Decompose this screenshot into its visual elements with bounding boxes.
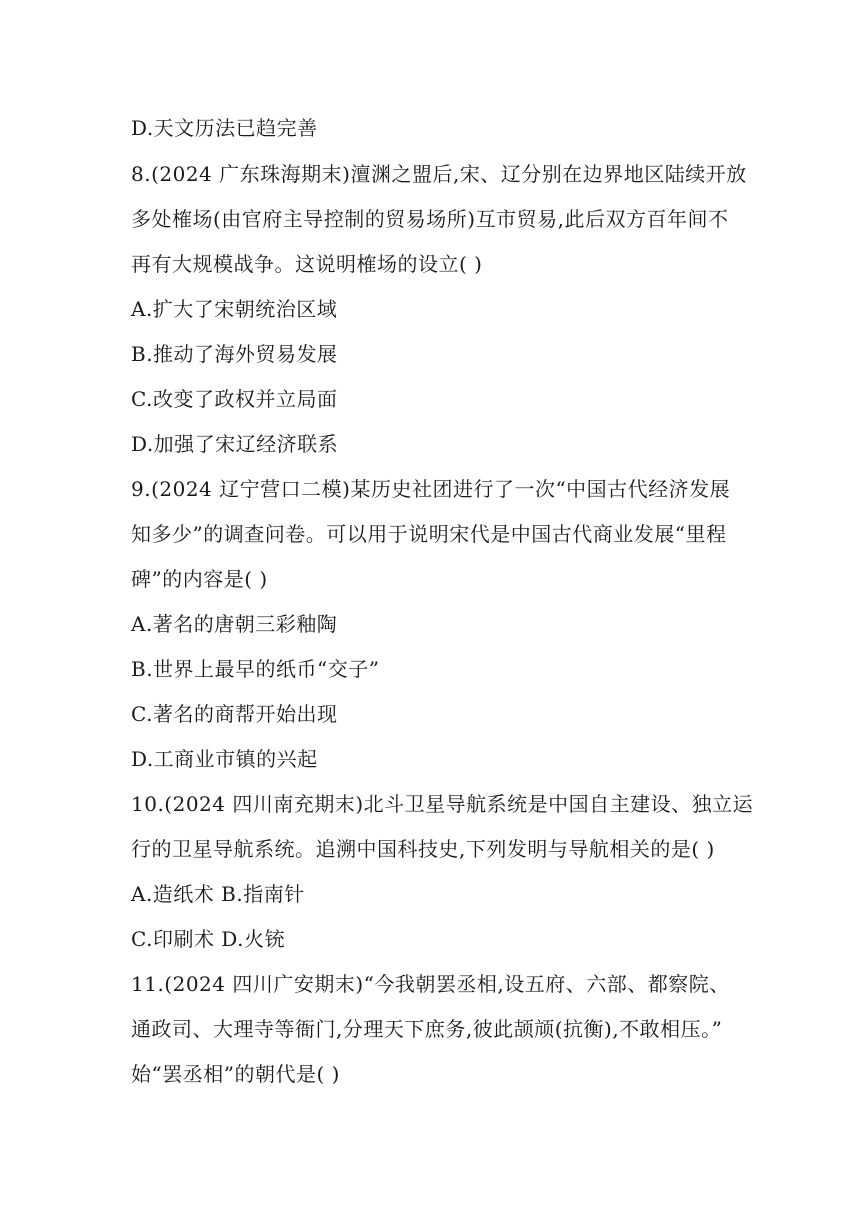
option-b-q8: B.推动了海外贸易发展: [131, 342, 338, 366]
question-11-line-3: 始“罢丞相”的朝代是( ): [131, 1062, 340, 1086]
question-11-line-2: 通政司、大理寺等衙门,分理天下庶务,彼此颉颃(抗衡),不敢相压。”: [131, 1017, 723, 1041]
question-9-line-1: 9.(2024 辽宁营口二模)某历史社团进行了一次“中国古代经济发展: [131, 477, 731, 501]
question-8-line-2: 多处榷场(由官府主导控制的贸易场所)互市贸易,此后双方百年间不: [131, 207, 729, 231]
question-9-line-3: 碑”的内容是( ): [131, 567, 268, 591]
question-8-line-3: 再有大规模战争。这说明榷场的设立( ): [131, 252, 483, 276]
question-11-line-1: 11.(2024 四川广安期末)“今我朝罢丞相,设五府、六部、都察院、: [131, 972, 730, 996]
option-a-q9: A.著名的唐朝三彩釉陶: [131, 612, 338, 636]
options-ab-q10: A.造纸术 B.指南针: [131, 882, 305, 906]
question-8-line-1: 8.(2024 广东珠海期末)澶渊之盟后,宋、辽分别在边界地区陆续开放: [131, 162, 747, 186]
option-b-q9: B.世界上最早的纸币“交子”: [131, 657, 380, 681]
option-a-q8: A.扩大了宋朝统治区域: [131, 297, 338, 321]
question-10-line-2: 行的卫星导航系统。追溯中国科技史,下列发明与导航相关的是( ): [131, 837, 715, 861]
option-d-q7: D.天文历法已趋完善: [131, 116, 318, 140]
options-cd-q10: C.印刷术 D.火铳: [131, 927, 285, 951]
option-d-q9: D.工商业市镇的兴起: [131, 747, 318, 771]
option-c-q8: C.改变了政权并立局面: [131, 387, 338, 411]
question-10-line-1: 10.(2024 四川南充期末)北斗卫星导航系统是中国自主建设、独立运: [131, 792, 754, 816]
question-9-line-2: 知多少”的调查问卷。可以用于说明宋代是中国古代商业发展“里程: [131, 522, 727, 546]
option-d-q8: D.加强了宋辽经济联系: [131, 432, 339, 456]
option-c-q9: C.著名的商帮开始出现: [131, 702, 338, 726]
